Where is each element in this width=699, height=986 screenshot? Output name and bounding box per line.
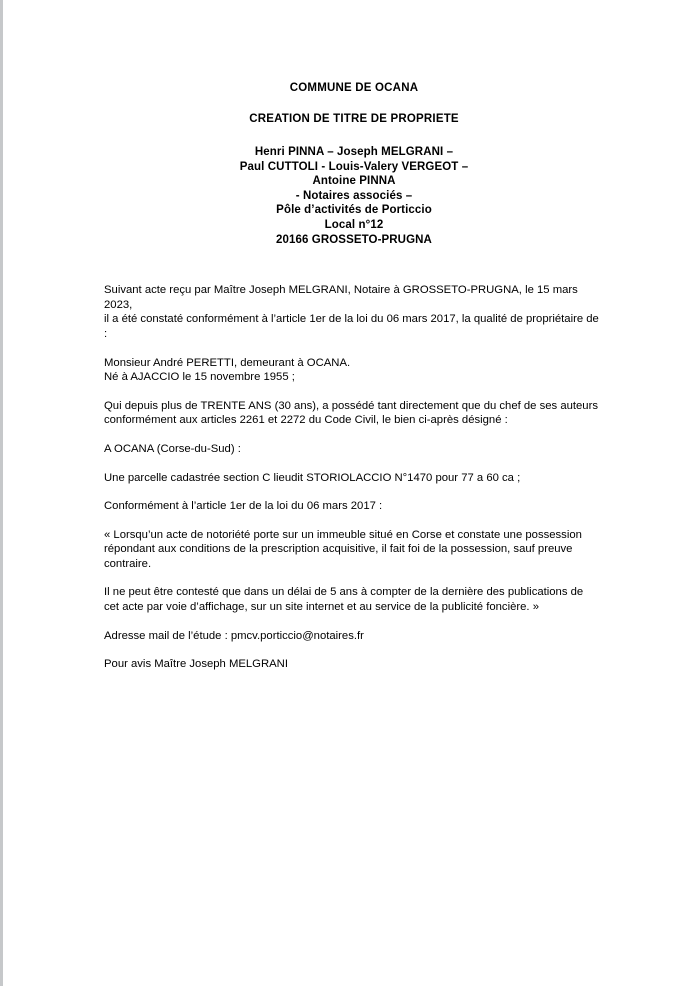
text-line: Qui depuis plus de TRENTE ANS (30 ans), a possédé tant directement que du chef de ses auteurs xyxy=(104,399,598,412)
text-line: répondant aux conditions de la prescription acquisitive, il fait foi de la possession, sauf preuve xyxy=(104,543,573,556)
document-content xyxy=(104,0,604,672)
text-line: A OCANA (Corse-du-Sud) : xyxy=(104,442,241,455)
act-title: CREATION DE TITRE DE PROPRIETE xyxy=(249,113,459,125)
notary-line: 20166 GROSSETO-PRUGNA xyxy=(276,233,432,246)
paragraph-localisation xyxy=(104,442,604,457)
text-line: Né à AJACCIO le 15 novembre 1955 ; xyxy=(104,371,295,384)
text-line: cet acte par voie d’affichage, sur un site internet et au service de la publicité foncière. » xyxy=(104,601,539,614)
paragraph-citation-loi xyxy=(104,528,604,572)
email-line: Adresse mail de l’étude : pmcv.porticcio@notaires.fr xyxy=(104,629,364,642)
commune-title: COMMUNE DE OCANA xyxy=(289,82,419,94)
text-line: Pour avis Maître Joseph MELGRANI xyxy=(104,658,288,671)
notary-line: Pôle d’activités de Porticcio xyxy=(276,204,432,217)
text-line: Conformément à l’article 1er de la loi du 06 mars 2017 : xyxy=(104,500,383,513)
paragraph-proprietaire xyxy=(104,356,604,385)
notary-line: Henri PINNA – Joseph MELGRANI – xyxy=(254,146,454,158)
notary-line: Paul CUTTOLI - Louis-Valery VERGEOT – xyxy=(239,160,469,173)
paragraph-possession xyxy=(104,399,604,428)
paragraph-signature xyxy=(104,657,604,672)
paragraph-adresse-mail xyxy=(104,629,604,644)
text-line: Suivant acte reçu par Maître Joseph MELGRANI, Notaire à GROSSETO-PRUGNA, le 15 mars 2023, xyxy=(104,284,578,311)
text-line: conformément aux articles 2261 et 2272 du Code Civil, le bien ci-après désigné : xyxy=(104,414,508,427)
notary-line: - Notaires associés – xyxy=(295,189,413,202)
text-line: Une parcelle cadastrée section C lieudit STORIOLACCIO N°1470 pour 77 a 60 ca ; xyxy=(104,471,521,484)
text-line: il a été constaté conformément à l’article 1er de la loi du 06 mars 2017, la qualité de propriétaire de : xyxy=(104,313,599,340)
paragraph-acte-recu xyxy=(104,283,604,341)
paragraph-conformement-loi xyxy=(104,499,604,514)
document-body xyxy=(104,283,604,672)
text-line: contraire. xyxy=(104,557,152,570)
text-line: Monsieur André PERETTI, demeurant à OCANA. xyxy=(104,356,351,369)
paragraph-contestation xyxy=(104,585,604,614)
notary-line: Antoine PINNA xyxy=(312,175,396,188)
notary-line: Local n°12 xyxy=(324,218,384,231)
paragraph-parcelle xyxy=(104,471,604,486)
text-line: « Lorsqu’un acte de notoriété porte sur un immeuble situé en Corse et constate une possession xyxy=(104,528,582,541)
notary-office-block xyxy=(104,145,604,247)
text-line: Il ne peut être contesté que dans un délai de 5 ans à compter de la dernière des publications de xyxy=(104,586,584,599)
